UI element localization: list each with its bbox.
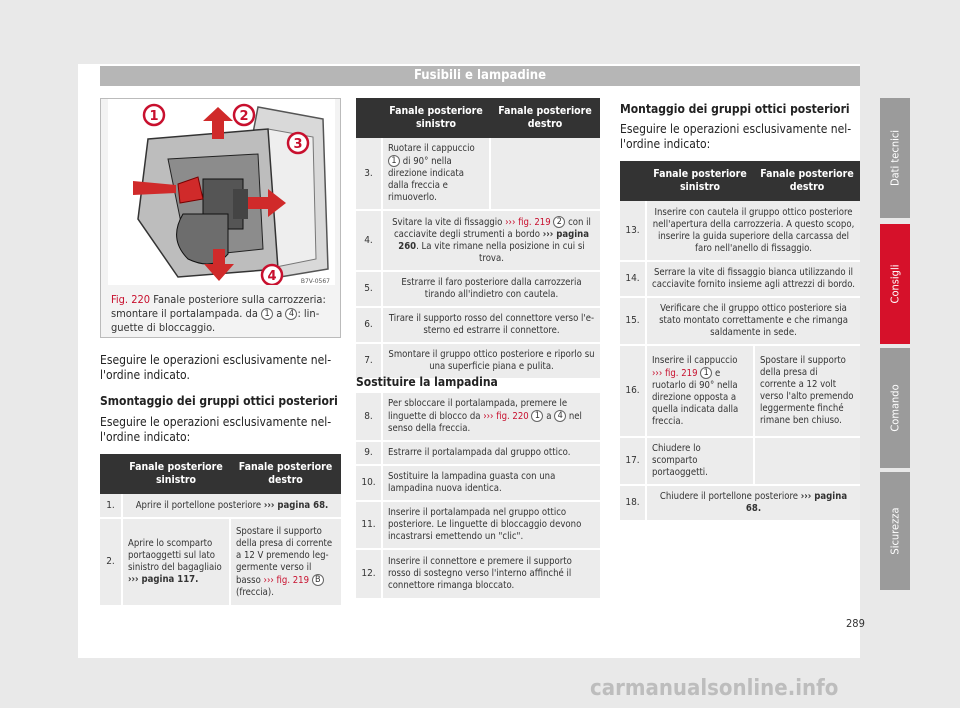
tab-comando[interactable]: Comando bbox=[880, 348, 910, 468]
col-destro: Fanale posteriore destro bbox=[230, 454, 341, 494]
step-8: Per sbloccare il portalampada, premere le linguette di blocco da ››› fig. 220 1 a 4 nel senso della freccia. bbox=[382, 393, 600, 441]
step-1: Aprire il portellone posteriore ››› pagina 68. bbox=[122, 494, 341, 518]
step-15: Verificare che il gruppo ottico posteriore sia stato montato correttamente e che rimanga saldamente in sede. bbox=[646, 297, 860, 345]
section-title-montaggio: Montaggio dei gruppi ottici posteriori bbox=[620, 102, 850, 116]
table-smontaggio-1: Fanale posteriore sinistro Fanale posteriore destro 1. Aprire il portellone posteriore ››› pagina 68. 2. Aprire lo scomparto portaoggetti sul lato sinistro del bagagliaio ››› pagina 117. Spostare il supporto della presa di corrente a 12 V premendo leggermente verso il basso ››› fig. 219 B (freccia). bbox=[100, 454, 341, 607]
table-smontaggio-2: Fanale posteriore sinistro Fanale posteriore destro 3. Ruotare il cappuccio 1 di 90° nella direzione indicata dalla freccia e rimuoverlo. 4. Svitare la vite di fissaggio ››› fig. 219 2 con il cacciavite degli strumenti a bordo ››› pagina 260. La vite rimane nella posizione in cui si trova. 5. Estrarre il faro posteriore dalla carrozzeria tirando all'indietro con cautela. 6. Tirare il supporto rosso del connettore verso l'esterno ed estrarre il connettore. 7. Smontare il gruppo ottico posteriore e riporlo su una superficie piana e pulita. bbox=[356, 98, 600, 380]
step-2-right: Spostare il supporto della presa di corrente a 12 V premendo leggermente verso il basso ››› fig. 219 B (freccia). bbox=[230, 518, 341, 606]
callout-2: 2 bbox=[239, 109, 249, 124]
section-title-smontaggio: Smontaggio dei gruppi ottici posteriori bbox=[100, 394, 338, 408]
tab-sicurezza[interactable]: Sicurezza bbox=[880, 472, 910, 590]
step-3: Ruotare il cappuccio 1 di 90° nella direzione indicata dalla freccia e rimuoverlo. bbox=[382, 138, 490, 210]
figure-220 bbox=[100, 98, 341, 338]
step-9: Estrarre il portalampada dal gruppo ottico. bbox=[382, 441, 600, 465]
step-16-left: Inserire il cappuccio ››› fig. 219 1 e ruotarlo di 90° nella direzione opposta a quella indicata dalla freccia. bbox=[646, 345, 754, 437]
page-number: 289 bbox=[846, 617, 865, 630]
chapter-header: Fusibili e lampadine bbox=[100, 66, 860, 86]
figure-caption: Fig. 220 Fanale posteriore sulla carrozzeria: smontare il portalampada. da 1 a 4 : linguette di bloccaggio. bbox=[111, 293, 326, 334]
watermark: carmanualsonline.info bbox=[590, 676, 839, 701]
callout-3: 3 bbox=[293, 137, 303, 152]
section-title-sostituire: Sostituire la lampadina bbox=[356, 375, 498, 389]
table-sostituire: 8. Per sbloccare il portalampada, premere le linguette di blocco da ››› fig. 220 1 a 4 nel senso della freccia. 9. Estrarre il portalampada dal gruppo ottico. 10. Sostituire la lampadina guasta con una lampadina nuova identica. 11. Inserire il portalampada nel gruppo ottico posteriore. Le linguette di bloccaggio devono incastrarsi emettendo un "clic". 12. Inserire il connettore e premere il supporto rosso di sostegno verso l'interno affinché il connettore rimanga bloccato. bbox=[356, 393, 600, 600]
step-6: Tirare il supporto rosso del connettore verso l'esterno ed estrarre il connettore. bbox=[382, 307, 600, 343]
col-sinistro: Fanale posteriore sinistro bbox=[122, 454, 230, 494]
step-7: Smontare il gruppo ottico posteriore e riporlo su una superficie piana e pulita. bbox=[382, 343, 600, 379]
section-intro-montaggio: Eseguire le operazioni esclusivamente nell'ordine indicato: bbox=[620, 122, 852, 151]
step-4: Svitare la vite di fissaggio ››› fig. 219 2 con il cacciavite degli strumenti a bordo ››› pagina 260. La vite rimane nella posizione in cui si trova. bbox=[382, 210, 600, 271]
step-16-right: Spostare il supporto della presa di corrente a 12 volt verso l'alto premendo leggermente finché rimane ben chiuso. bbox=[754, 345, 860, 437]
step-10: Sostituire la lampadina guasta con una lampadina nuova identica. bbox=[382, 465, 600, 501]
tail-light-illustration bbox=[108, 99, 335, 285]
step-17: Chiudere lo scomparto portaoggetti. bbox=[646, 437, 754, 485]
callout-1: 1 bbox=[149, 109, 159, 124]
step-13: Inserire con cautela il gruppo ottico posteriore nell'apertura della carrozzeria. A questo scopo, inserire la guida superiore della carcassa del faro nell'anello di fissaggio. bbox=[646, 201, 860, 261]
image-code: B7V-0567 bbox=[300, 278, 330, 285]
step-5: Estrarre il faro posteriore dalla carrozzeria tirando all'indietro con cautela. bbox=[382, 271, 600, 307]
intro-text: Eseguire le operazioni esclusivamente nell'ordine indicato. bbox=[100, 353, 332, 382]
step-2-left: Aprire lo scomparto portaoggetti sul lato sinistro del bagagliaio ››› pagina 117. bbox=[122, 518, 230, 606]
step-14: Serrare la vite di fissaggio bianca utilizzando il cacciavite fornito insieme agli attrezzi di bordo. bbox=[646, 261, 860, 297]
section-intro-smontaggio: Eseguire le operazioni esclusivamente nell'ordine indicato: bbox=[100, 415, 332, 444]
callout-4: 4 bbox=[267, 269, 277, 284]
tab-dati-tecnici[interactable]: Dati tecnici bbox=[880, 98, 910, 218]
tab-consigli[interactable]: Consigli bbox=[880, 224, 910, 344]
table-montaggio: Fanale posteriore sinistro Fanale posteriore destro 13. Inserire con cautela il gruppo ottico posteriore nell'apertura della carrozzeria. A questo scopo, inserire la guida superiore della carcassa del faro nell'anello di fissaggio. 14. Serrare la vite di fissaggio bianca utilizzando il cacciavite fornito insieme agli attrezzi di bordo. 15. Verificare che il gruppo ottico posteriore sia stato montato correttamente e che rimanga saldamente in sede. 16. Inserire il cappuccio ››› fig. 219 1 e ruotarlo di 90° nella direzione opposta a quella indicata dalla freccia. Spostare il supporto della presa di corrente a 12 volt verso l'alto premendo leggermente finché rimane ben chiuso. 17. Chiudere lo scomparto portaoggetti. 18. Chiudere il portellone posteriore ››› pagina 68. bbox=[620, 161, 860, 522]
step-11: Inserire il portalampada nel gruppo ottico posteriore. Le linguette di bloccaggio devono incastrarsi emettendo un "clic". bbox=[382, 501, 600, 549]
step-12: Inserire il connettore e premere il supporto rosso di sostegno verso l'interno affinché il connettore rimanga bloccato. bbox=[382, 549, 600, 599]
step-18: Chiudere il portellone posteriore ››› pagina 68. bbox=[646, 485, 860, 521]
